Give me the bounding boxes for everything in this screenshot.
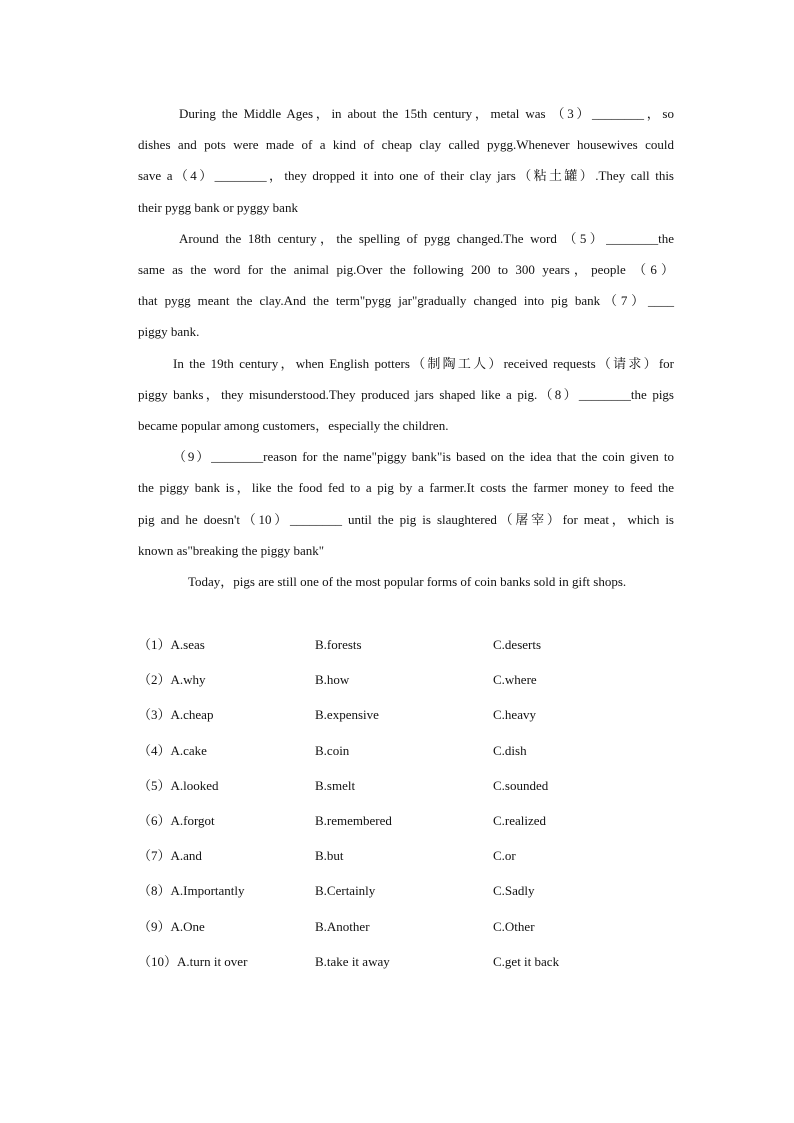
passage-line: During the Middle Ages，in about the 15th century，metal was （3）________，so: [179, 106, 674, 121]
option-b: B.coin: [315, 742, 350, 758]
passage-line: Today，pigs are still one of the most popular forms of coin banks sold in gift shops.: [188, 574, 627, 590]
option-b: B.forests: [315, 637, 362, 652]
paragraph-4: [138, 441, 674, 566]
option-b: B.take it away: [315, 953, 390, 969]
passage-line: their pygg bank or pyggy bank: [138, 199, 298, 215]
option-a: （3）A.cheap: [138, 707, 214, 723]
option-c: C.heavy: [493, 707, 536, 723]
passage-line: the piggy bank is，like the food fed to a pig by a farmer.It costs the farmer money to feed the: [138, 480, 674, 496]
paragraph-3: [138, 348, 674, 442]
option-b: B.but: [315, 848, 344, 864]
option-a: （8）A.Importantly: [138, 883, 245, 899]
question-row: [138, 697, 698, 732]
question-row: [138, 662, 698, 697]
question-row: [138, 838, 698, 873]
option-a: （4）A.cake: [138, 742, 207, 758]
question-row: [138, 944, 698, 979]
question-row: [138, 909, 698, 944]
passage-line: became popular among customers，especially the children.: [138, 418, 449, 434]
answer-options: [138, 627, 698, 979]
passage-line: pig and he doesn't（10）________ until the pig is slaughtered（屠宰）for meat，which is: [138, 511, 674, 527]
option-c: C.Sadly: [493, 883, 535, 899]
question-row: [138, 768, 698, 803]
option-c: C.or: [493, 848, 516, 864]
question-row: [138, 627, 698, 662]
paragraph-2: [138, 223, 674, 348]
option-c: C.where: [493, 672, 537, 688]
option-c: C.deserts: [493, 637, 542, 652]
option-a: （1）A.seas: [138, 637, 205, 652]
option-b: B.expensive: [315, 707, 379, 723]
option-a: （10）A.turn it over: [138, 953, 248, 969]
option-b: B.how: [315, 672, 350, 688]
option-a: （7）A.and: [138, 848, 202, 864]
reading-passage: [138, 98, 674, 597]
option-a: （6）A.forgot: [138, 812, 215, 828]
question-row: [138, 733, 698, 768]
option-a: （5）A.looked: [138, 777, 219, 793]
passage-line: dishes and pots were made of a kind of cheap clay called pygg.Whenever housewives could: [138, 137, 674, 153]
passage-line: piggy banks，they misunderstood.They produced jars shaped like a pig.（8）________the pigs: [138, 386, 674, 402]
question-row: [138, 873, 698, 908]
passage-line: save a（4）________，they dropped it into one of their clay jars（粘土罐）.They call this: [138, 168, 674, 184]
paragraph-1: [138, 98, 674, 223]
passage-line: In the 19th century，when English potters（制陶工人）received requests（请求）for: [173, 355, 674, 371]
option-c: C.dish: [493, 742, 527, 758]
passage-line: （9）________reason for the name"piggy bank"is based on the idea that the coin given to: [173, 449, 674, 465]
option-a: （2）A.why: [138, 672, 206, 688]
passage-line: Around the 18th century，the spelling of pygg changed.The word （5）________the: [179, 230, 674, 246]
option-b: B.remembered: [315, 812, 392, 828]
option-b: B.smelt: [315, 777, 356, 793]
option-b: B.Certainly: [315, 883, 376, 899]
option-c: C.get it back: [493, 953, 560, 969]
passage-line: same as the word for the animal pig.Over the following 200 to 300 years，people （6）: [138, 262, 674, 278]
option-c: C.sounded: [493, 777, 549, 793]
passage-line: that pygg meant the clay.And the term"pygg jar"gradually changed into pig bank（7）____: [138, 293, 674, 309]
paragraph-5: [138, 566, 674, 597]
passage-line: known as"breaking the piggy bank": [138, 542, 325, 558]
passage-line: piggy bank.: [138, 324, 200, 340]
question-row: [138, 803, 698, 838]
option-c: C.realized: [493, 812, 547, 828]
option-a: （9）A.One: [138, 918, 205, 934]
option-c: C.Other: [493, 918, 535, 934]
option-b: B.Another: [315, 918, 370, 934]
